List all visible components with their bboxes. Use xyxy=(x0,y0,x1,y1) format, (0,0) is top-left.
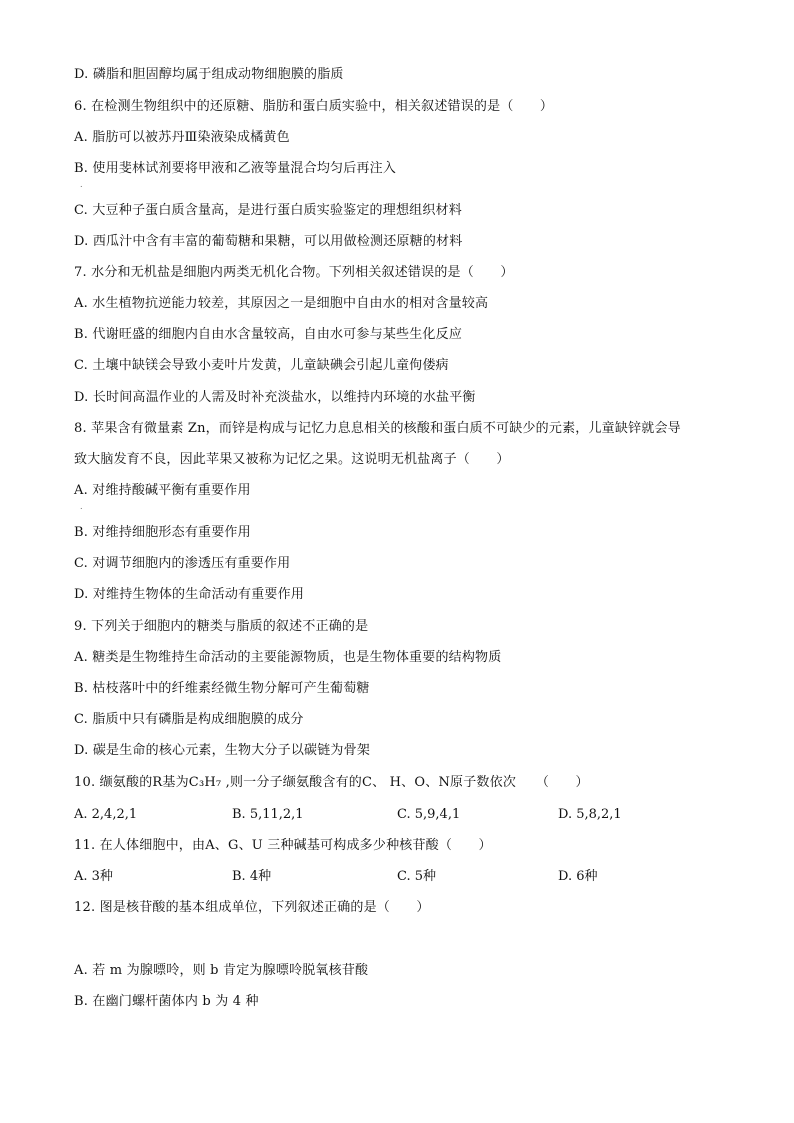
q9-option-c: C. 脂质中只有磷脂是构成细胞膜的成分 xyxy=(74,712,304,727)
q11-options xyxy=(74,868,774,886)
q9-option-a: A. 糖类是生物维持生命活动的主要能源物质，也是生物体重要的结构物质 xyxy=(74,650,502,665)
q12-option-b: B. 在幽门螺杆菌体内 b 为 4 种 xyxy=(74,994,259,1009)
stray-dot: . xyxy=(80,180,83,189)
q8-option-c: C. 对调节细胞内的渗透压有重要作用 xyxy=(74,556,291,571)
q9-stem: 9. 下列关于细胞内的糖类与脂质的叙述不正确的是 xyxy=(74,619,369,634)
q10-option-a: A. 2,4,2,1 xyxy=(74,807,138,822)
q6-option-b: B. 使用斐林试剂要将甲液和乙液等量混合均匀后再注入 xyxy=(74,161,397,176)
stray-dot: . xyxy=(80,502,83,511)
q11-option-a: A. 3种 xyxy=(74,869,113,884)
q9-option-b: B. 枯枝落叶中的纤维素经微生物分解可产生葡萄糖 xyxy=(74,681,370,696)
q7-option-b: B. 代谢旺盛的细胞内自由水含量较高，自由水可参与某些生化反应 xyxy=(74,327,463,342)
q7-option-a: A. 水生植物抗逆能力较差，其原因之一是细胞中自由水的相对含量较高 xyxy=(74,296,489,311)
q11-stem: 11. 在人体细胞中，由A、G、U 三种碱基可构成多少种核苷酸（ ） xyxy=(74,838,492,853)
q10-option-d: D. 5,8,2,1 xyxy=(558,807,622,822)
q10-stem: 10. 缬氨酸的R基为C₃H₇ ,则一分子缬氨酸含有的C、 H、O、N原子数依次 （ ） xyxy=(74,775,589,790)
q11-option-d: D. 6种 xyxy=(558,869,598,884)
q10-option-b: B. 5,11,2,1 xyxy=(232,807,304,822)
q10-options xyxy=(74,806,774,824)
q11-option-c: C. 5种 xyxy=(397,869,437,884)
q6-option-d: D. 西瓜汁中含有丰富的葡萄糖和果糖，可以用做检测还原糖的材料 xyxy=(74,234,463,249)
q10-option-c: C. 5,9,4,1 xyxy=(397,807,461,822)
q8-stem-line1: 8. 苹果含有微量素 Zn，而锌是构成与记忆力息息相关的核酸和蛋白质不可缺少的元素，儿童缺锌就会导 xyxy=(74,421,681,436)
q6-option-c: C. 大豆种子蛋白质含量高，是进行蛋白质实验鉴定的理想组织材料 xyxy=(74,203,462,218)
q7-stem: 7. 水分和无机盐是细胞内两类无机化合物。下列相关叙述错误的是（ ） xyxy=(74,265,514,280)
q7-option-d: D. 长时间高温作业的人需及时补充淡盐水，以维持内环境的水盐平衡 xyxy=(74,390,476,405)
q8-stem-line2: 致大脑发育不良，因此苹果又被称为记忆之果。这说明无机盐离子（ ） xyxy=(74,452,510,467)
q8-option-b: B. 对维持细胞形态有重要作用 xyxy=(74,525,251,540)
q8-option-a: A. 对维持酸碱平衡有重要作用 xyxy=(74,483,251,498)
q8-option-d: D. 对维持生物体的生命活动有重要作用 xyxy=(74,587,305,602)
q11-option-b: B. 4种 xyxy=(232,869,272,884)
q7-option-c: C. 土壤中缺镁会导致小麦叶片发黄，儿童缺碘会引起儿童佝偻病 xyxy=(74,358,449,373)
q12-stem: 12. 图是核苷酸的基本组成单位，下列叙述正确的是（ ） xyxy=(74,900,430,915)
q5-option-d: D. 磷脂和胆固醇均属于组成动物细胞膜的脂质 xyxy=(74,67,344,82)
q6-option-a: A. 脂肪可以被苏丹Ⅲ染液染成橘黄色 xyxy=(74,130,290,145)
q6-stem: 6. 在检测生物组织中的还原糖、脂肪和蛋白质实验中，相关叙述错误的是（ ） xyxy=(74,99,554,114)
q12-option-a: A. 若 m 为腺嘌呤，则 b 肯定为腺嘌呤脱氧核苷酸 xyxy=(74,963,369,978)
q9-option-d: D. 碳是生命的核心元素，生物大分子以碳链为骨架 xyxy=(74,743,371,758)
